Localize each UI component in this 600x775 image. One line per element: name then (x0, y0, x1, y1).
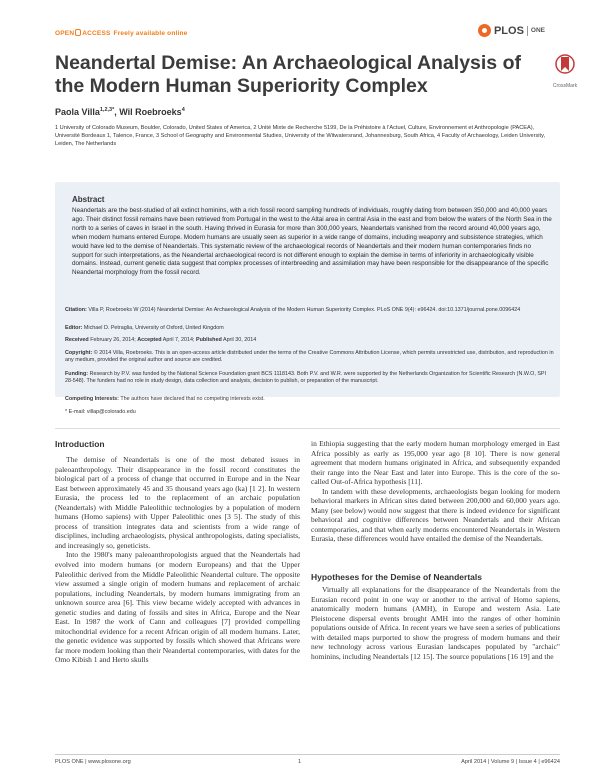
received-label: Received (65, 337, 89, 343)
open-label: OPEN (55, 30, 75, 37)
paragraph: Virtually all explanations for the disappearance of the Neandertals from the Eurasian record point in one way or another to the arrival of Homo sapiens, anatomically modern humans (AMH), in Europe and western Asia. Late Pleistocene dispersal events brought AMH into the ranges of other hominin populations outside of Africa. In recent years we have seen a series of publications with detailed maps purported to show the progress of modern humans and their new technology across various Eurasian landscapes populated by "archaic" hominins, including Neandertals [12 15]. The source populations [16 19] and the (311, 585, 560, 661)
corresponding-marker: * (112, 107, 115, 113)
author-separator: , (114, 107, 120, 117)
crossmark-icon (555, 54, 575, 76)
citation (65, 307, 555, 314)
published-date: April 30, 2014 (222, 337, 257, 343)
competing-label: Competing Interests: (65, 396, 119, 402)
accepted-date: April 7, 2014; (162, 337, 195, 343)
editor-label: Editor: (65, 325, 83, 331)
right-column (311, 439, 560, 544)
access-label: ACCESS (82, 30, 111, 37)
paragraph: The demise of Neandertals is one of the most debated issues in paleoanthropology. Their disappearance in the fossil record constitutes the biological part of a process of change that occurred in Europe and in the Near East between approximately 45 and 35 thousand years ago (ka) [1 2]. In western Eurasia, the process led to the replacement of an archaic population (Neandertals) with Middle Paleolithic technologies by a population of modern humans (Homo sapiens) with Upper Paleolithic ones [3 5]. The study of this process of transition integrates data and scientists from a wide range of disciplines, including archaeologists, physical anthropologists, dating specialists, and increasingly so, geneticists. (55, 455, 300, 550)
article-title: Neandertal Demise: An Archaeological Analysis of the Modern Human Superiority Complex (55, 52, 521, 97)
right-column-continued (311, 585, 560, 661)
hypotheses-heading: Hypotheses for the Demise of Neandertals (311, 572, 482, 582)
received-date: February 26, 2014; (90, 337, 136, 343)
funding (65, 371, 555, 386)
paragraph: In tandem with these developments, archaeologists began looking for modern behavioral markers in African sites dated between 200,000 and 60,000 years ago. Many (see below) would now suggest that there is indeed evidence for significant behavioral and cognitive differences between Neandertals and their African contemporaries, and that when early moderns encountered Neandertals in Western Eurasia, these differences would have entailed the demise of the Neandertals. (311, 486, 560, 544)
one-wordmark: ONE (530, 27, 545, 34)
footer-issue: April 2014 | Volume 9 | Issue 4 | e96424 (461, 759, 560, 765)
plos-one-logo[interactable] (478, 24, 545, 37)
competing-text: The authors have declared that no competing interests exist. (120, 396, 265, 402)
copyright-label: Copyright: (65, 350, 93, 356)
accepted-label: Accepted (137, 337, 162, 343)
affiliations: 1 University of Colorado Museum, Boulder, Colorado, United States of America, 2 Unité Mixte de Recherche 5199, De la Préhistoire à l'Actuel, Culture, Environnement et Anthropologie (PACEA), Université Bordeaux 1, Talence, France, 3 School of Geography and Environmental Studies, University of the Witwatersrand, Johannesburg, South Africa, 4 Faculty of Archaeology, Leiden University, Leiden, The Netherlands (55, 125, 546, 147)
footer-rule (55, 754, 560, 755)
editor (65, 325, 555, 332)
open-access-badge (55, 29, 188, 37)
citation-label: Citation: (65, 307, 87, 313)
plos-logo-icon (478, 24, 491, 37)
funding-text: Research by P.V. was funded by the National Science Foundation grant BCS 1118143. Both P.V. and W.R. were supported by the Netherlands Organization for Scientific Research (N.W.O, SPI 28-548). The funders had no role in study design, data collection and analysis, decision to publish, or preparation of the manuscript. (65, 371, 547, 385)
crossmark-label: CrossMark (552, 83, 578, 89)
copyright (65, 350, 555, 365)
copyright-text: © 2014 Villa, Roebroeks. This is an open-access article distributed under the terms of the Creative Commons Attribution License, which permits unrestricted use, distribution, and reproduction in any medium, provided the original author and source are credited. (65, 350, 554, 364)
paragraph: Into the 1980's many paleoanthropologists argued that the Neandertals had evolved into modern humans (or modern Europeans) and that the Upper Paleolithic derived from the Middle Paleolithic Neandertal culture. The opposite view assumed a single origin of modern humans and replacement of archaic populations, including Neandertals, by modern humans immigrating from an unknown source area [6]. This view became widely accepted with advances in genetic studies and dating of fossils and sites in Africa, Europe and the Near East. In 1987 the work of Cann and colleagues [7] provided compelling mitochondrial evidence for a recent African origin of all modern humans. Later, the genetic evidence was supported by fossils which showed that Africans were far more modern looking than their Neandertal contemporaries, with dates for the Omo Kibish 1 and Herto skulls (55, 550, 300, 665)
email[interactable]: * E-mail: villap@colorado.edu (65, 409, 136, 415)
footer-journal[interactable]: PLOS ONE | www.plosone.org (55, 759, 131, 765)
logo-divider (527, 26, 528, 36)
section-divider (55, 428, 560, 429)
published-label: Published (196, 337, 222, 343)
intro-heading: Introduction (55, 439, 105, 449)
abstract-heading: Abstract (72, 195, 105, 204)
abstract-text: Neandertals are the best-studied of all extinct hominins, with a rich fossil record sampling hundreds of individuals, roughly dating from between 350,000 and 40,000 years ago. Their distinct fossil remains have been retrieved from Portugal in the west to the Altai area in central Asia in the east and from below the waters of the North Sea in the north to a series of caves in Israel in the south. Having thrived in Eurasia for more than 300,000 years, Neandertals vanished from the record around 40,000 years ago, when modern humans entered Europe. Modern humans are usually seen as superior in a wide range of domains, including weaponry and subsistence strategies, which would have led to the demise of Neandertals. This systematic review of the archaeological records of Neandertals and their modern human contemporaries finds no support for such interpretations, as the Neandertal archaeological record is not different enough to explain the demise in terms of inferiority in archaeologically visible domains. Instead, current genetic data suggest that complex processes of interbreeding and assimilation may have been responsible for the disappearance of the specific Neandertal morphology from the fossil record. (72, 207, 552, 277)
competing-interests (65, 396, 555, 403)
page-number: 1 (298, 759, 302, 765)
author-list (55, 107, 185, 117)
lock-icon (75, 29, 81, 36)
funding-label: Funding: (65, 371, 89, 377)
paragraph: in Ethiopia suggesting that the early modern human morphology emerged in East Africa possibly as early as 195,000 year ago [8 10]. There is now general agreement that modern humans originated in Africa, and subsequently expanded their range into the Near East and later into Europe. This is the core of the so-called Out-of-Africa hypothesis [11]. (311, 439, 560, 487)
author-name: Paola Villa (55, 107, 100, 117)
dates (65, 337, 555, 344)
author-affiliation-marker: 4 (181, 107, 185, 113)
author-affiliation-marker: 1,2,3 (99, 107, 113, 113)
citation-text: Villa P, Roebroeks W (2014) Neandertal Demise: An Archaeological Analysis of the Modern Human Superiority Complex. PLoS ONE 9(4): e96424. doi:10.1371/journal.pone.0096424 (88, 307, 521, 313)
plos-wordmark: PLOS (493, 24, 524, 37)
author-name: Wil Roebroeks (119, 107, 182, 117)
freely-available-label: Freely available online (113, 30, 188, 37)
crossmark-badge[interactable] (548, 54, 582, 89)
left-column (55, 455, 300, 665)
editor-text: Michael D. Petraglia, University of Oxford, United Kingdom (83, 325, 224, 331)
